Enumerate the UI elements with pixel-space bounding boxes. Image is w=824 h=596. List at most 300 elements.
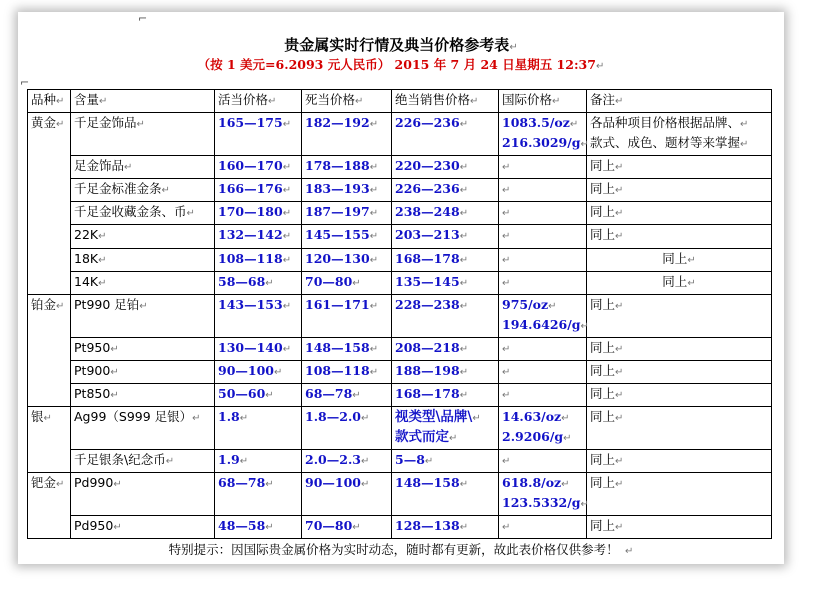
remark-cell [587,156,772,179]
cell-text: 187—197 [305,204,370,219]
paragraph-mark: ↵ [369,255,379,266]
paragraph-mark: ↵ [502,278,511,289]
dead-price-cell [302,249,392,272]
paragraph-mark: ↵ [139,301,148,312]
cell-text: Pd950 [74,518,114,533]
cell-text: 90—100 [218,363,274,378]
paragraph-mark: ↵ [282,162,292,173]
document-page [18,12,784,564]
paragraph-mark: ↵ [472,413,481,424]
dead-price-cell [302,225,392,249]
cell-text: 22K [74,227,99,242]
live-price-cell [215,225,302,249]
content-cell [71,249,215,272]
dead-price-cell [302,338,392,361]
table-header-row [28,90,772,113]
remark-cell [587,272,772,295]
remark-cell [587,338,772,361]
paragraph-mark: ↵ [502,522,511,533]
remark-cell [587,113,772,156]
cell-text: 135—145 [395,274,460,289]
paragraph-mark: ↵ [98,255,107,266]
cell-text: 128—138 [395,518,460,533]
paragraph-mark: ↵ [186,208,195,219]
cell-line: 1083.5/oz [502,115,570,130]
dead-price-cell [302,361,392,384]
price-table [27,89,772,539]
dead-price-cell [302,516,392,539]
live-price-cell [215,272,302,295]
paragraph-mark: ↵ [615,367,624,378]
cell-text: 绝当销售价格 [395,92,471,107]
remark-cell [587,384,772,407]
paragraph-mark: ↵ [352,390,361,401]
sale-price-cell [392,272,499,295]
remark-cell [587,516,772,539]
intl-price-cell [499,179,587,202]
intl-price-cell [499,473,587,516]
paragraph-mark: ↵ [56,301,65,312]
sale-price-cell [392,516,499,539]
live-price-cell [215,202,302,225]
remark-cell [587,202,772,225]
paragraph-mark: ↵ [470,96,479,107]
paragraph-mark: ↵ [502,390,511,401]
cell-line: 款式、成色、题材等来掌握 [590,135,741,150]
content-cell [71,516,215,539]
paragraph-mark: ↵ [136,119,145,130]
content-cell [71,225,215,249]
table-row [28,295,772,338]
cell-text: Pt990 足铂 [74,297,140,312]
cell-line: 各品种项目价格根据品牌、 [590,115,741,130]
cell-text: 226—236 [395,181,460,196]
paragraph-mark: ↵ [561,413,570,424]
cell-line: 同上 [590,409,616,424]
paragraph-mark: ↵ [110,367,119,378]
cell-text: 188—198 [395,363,460,378]
paragraph-mark: ↵ [239,413,249,424]
paragraph-mark: ↵ [459,185,469,196]
paragraph-mark: ↵ [282,185,292,196]
paragraph-mark: ↵ [561,479,570,490]
dead-price-cell [302,407,392,450]
cell-line: 同上 [662,251,688,266]
table-row [28,225,772,249]
cell-line: 216.3029/g [502,135,581,150]
cell-text: 70—80 [305,518,353,533]
intl-price-cell [499,156,587,179]
paragraph-mark: ↵ [161,185,170,196]
cell-text: 148—158 [395,475,460,490]
cell-line: 同上 [590,181,616,196]
cell-text: 161—171 [305,297,370,312]
intl-price-cell [499,338,587,361]
cell-text: 千足金标准金条 [74,181,162,196]
paragraph-mark: ↵ [355,96,364,107]
cell-text: 千足金饰品 [74,115,137,130]
paragraph-mark: ↵ [548,301,557,312]
cell-text: 5—8 [395,452,425,467]
cell-text: 2.0—2.3 [305,452,361,467]
content-cell [71,295,215,338]
cell-text: 1.8 [218,409,240,424]
cell-line: 同上 [590,452,616,467]
table-row [28,473,772,516]
cell-line: 同上 [590,158,616,173]
paragraph-mark: ↵ [615,522,624,533]
intl-price-cell [499,450,587,473]
paragraph-mark: ↵ [369,208,379,219]
paragraph-mark: ↵ [615,231,624,242]
remark-cell [587,450,772,473]
dead-price-cell [302,473,392,516]
intl-price-cell [499,361,587,384]
content-cell [71,179,215,202]
sale-price-cell [392,113,499,156]
sale-price-cell [392,407,499,450]
live-price-cell [215,156,302,179]
sale-price-cell [392,473,499,516]
paragraph-mark: ↵ [369,162,379,173]
paragraph-mark: ↵ [274,367,283,378]
cell-text: 130—140 [218,340,283,355]
cell-text: 226—236 [395,115,460,130]
cell-text: 18K [74,251,99,266]
cell-text: 58—68 [218,274,266,289]
paragraph-mark: ↵ [124,162,133,173]
content-cell [71,272,215,295]
paragraph-mark: ↵ [165,456,175,467]
cell-text: Pt900 [74,363,111,378]
cell-line: 194.6426/g [502,317,581,332]
table-row [28,179,772,202]
content-cell [71,407,215,450]
cell-text: 220—230 [395,158,460,173]
paragraph-mark: ↵ [687,278,696,289]
cell-text: 68—78 [305,386,353,401]
cell-line: 同上 [590,204,616,219]
cell-text: 166—176 [218,181,283,196]
header-cell [392,90,499,113]
paragraph-mark: ↵ [459,208,469,219]
cell-text: 108—118 [305,363,370,378]
paragraph-mark: ↵ [502,367,511,378]
sale-price-cell [392,156,499,179]
header-cell [587,90,772,113]
cell-text: 千足银条\纪念币 [74,452,166,467]
remark-cell [587,179,772,202]
cell-text: 足金饰品 [74,158,125,173]
cell-text: 银 [31,409,44,424]
paragraph-mark: ↵ [459,301,469,312]
paragraph-mark: ↵ [265,390,274,401]
footer-notice: 特别提示：因国际贵金属价格为实时动态，随时都有更新，故此表价格仅供参考！ ↵ [168,542,634,557]
remark-cell [587,361,772,384]
paragraph-mark: ↵ [615,390,624,401]
paragraph-mark: ↵ [369,119,379,130]
paragraph-mark: ↵ [615,96,624,107]
intl-price-cell [499,384,587,407]
intl-price-cell [499,113,587,156]
paragraph-mark: ↵ [361,456,370,467]
paragraph-mark: ↵ [580,499,589,510]
cell-text: Ag99（S999 足银） [74,409,193,424]
paragraph-mark: ↵ [615,344,624,355]
paragraph-mark: ↵ [459,119,469,130]
cell-text: 备注 [590,92,616,107]
cell-text: 165—175 [218,115,283,130]
cell-text: 90—100 [305,475,361,490]
corner-mark-left: ⌐ [20,76,30,89]
intl-price-cell [499,295,587,338]
paragraph-mark: ↵ [459,367,469,378]
cell-text: 228—238 [395,297,460,312]
paragraph-mark: ↵ [502,185,511,196]
sale-price-cell [392,338,499,361]
paragraph-mark: ↵ [268,96,277,107]
intl-price-cell [499,516,587,539]
content-cell [71,156,215,179]
corner-mark: ⌐ [138,12,148,25]
paragraph-mark: ↵ [459,162,469,173]
cell-text: 68—78 [218,475,266,490]
paragraph-mark: ↵ [282,119,292,130]
paragraph-mark: ↵ [459,344,469,355]
cell-text: 含量 [74,92,100,107]
paragraph-mark: ↵ [563,433,572,444]
remark-cell [587,473,772,516]
cell-text: 14K [74,274,99,289]
paragraph-mark: ↵ [615,185,624,196]
content-cell [71,473,215,516]
dead-price-cell [302,113,392,156]
content-cell [71,113,215,156]
cell-text: 143—153 [218,297,283,312]
cell-text: 50—60 [218,386,266,401]
cell-text: 120—130 [305,251,370,266]
content-cell [71,338,215,361]
dead-price-cell [302,202,392,225]
sale-price-cell [392,361,499,384]
cell-text: 108—118 [218,251,283,266]
cell-line: 同上 [662,274,688,289]
paragraph-mark: ↵ [615,479,624,490]
remark-cell [587,249,772,272]
paragraph-mark: ↵ [569,119,579,130]
table-row [28,516,772,539]
live-price-cell [215,338,302,361]
paragraph-mark: ↵ [449,433,458,444]
paragraph-mark: ↵ [459,278,469,289]
paragraph-mark: ↵ [282,301,292,312]
cell-text: Pt950 [74,340,111,355]
paragraph-mark: ↵ [282,231,292,242]
metal-cell [28,295,71,407]
cell-line: 视类型\品牌\ [395,409,473,425]
live-price-cell [215,179,302,202]
content-cell [71,202,215,225]
paragraph-mark: ↵ [502,255,511,266]
table-row [28,202,772,225]
cell-text: 170—180 [218,204,283,219]
cell-line: 2.9206/g [502,429,564,444]
cell-text: 148—158 [305,340,370,355]
dead-price-cell [302,156,392,179]
metal-cell [28,113,71,295]
cell-text: 208—218 [395,340,460,355]
paragraph-mark: ↵ [265,278,274,289]
cell-text: 钯金 [31,475,57,490]
cell-line: 同上 [590,386,616,401]
live-price-cell [215,384,302,407]
paragraph-mark: ↵ [369,185,379,196]
dead-price-cell [302,295,392,338]
live-price-cell [215,249,302,272]
document-subtitle: （按 1 美元=6.2093 元人民币） 2015 年 7 月 24 日星期五 12:37↵ [197,57,605,72]
paragraph-mark: ↵ [502,231,511,242]
paragraph-mark: ↵ [361,413,370,424]
content-cell [71,361,215,384]
intl-price-cell [499,225,587,249]
paragraph-mark: ↵ [580,139,589,150]
cell-text: 黄金 [31,115,57,130]
sale-price-cell [392,202,499,225]
content-cell [71,384,215,407]
cell-line: 14.63/oz [502,409,562,424]
paragraph-mark: ↵ [459,231,469,242]
paragraph-mark: ↵ [552,96,561,107]
header-cell [71,90,215,113]
paragraph-mark: ↵ [502,456,511,467]
paragraph-mark: ↵ [502,162,511,173]
dead-price-cell [302,384,392,407]
cell-text: 168—178 [395,386,460,401]
paragraph-mark: ↵ [98,278,107,289]
header-cell [302,90,392,113]
table-row [28,361,772,384]
paragraph-mark: ↵ [459,390,469,401]
paragraph-mark: ↵ [615,301,624,312]
cell-line: 618.8/oz [502,475,562,490]
cell-line: 同上 [590,518,616,533]
paragraph-mark: ↵ [352,278,361,289]
cell-text: 182—192 [305,115,370,130]
cell-text: 238—248 [395,204,460,219]
paragraph-mark: ↵ [265,479,274,490]
sale-price-cell [392,450,499,473]
cell-text: 铂金 [31,297,57,312]
paragraph-mark: ↵ [580,321,589,332]
paragraph-mark: ↵ [615,162,624,173]
table-row [28,338,772,361]
paragraph-mark: ↵ [459,522,469,533]
table-row [28,113,772,156]
paragraph-mark: ↵ [110,344,119,355]
paragraph-mark: ↵ [352,522,361,533]
cell-text: 168—178 [395,251,460,266]
paragraph-mark: ↵ [459,255,469,266]
cell-text: 活当价格 [218,92,269,107]
paragraph-mark: ↵ [113,479,122,490]
paragraph-mark: ↵ [369,301,379,312]
cell-text: Pd990 [74,475,114,490]
cell-text: 千足金收藏金条、币 [74,204,187,219]
dead-price-cell [302,450,392,473]
cell-line: 同上 [590,340,616,355]
paragraph-mark: ↵ [369,367,379,378]
table-row [28,384,772,407]
table-row [28,249,772,272]
live-price-cell [215,450,302,473]
paragraph-mark: ↵ [98,231,107,242]
cell-text: 1.9 [218,452,240,467]
paragraph-mark: ↵ [615,413,624,424]
intl-price-cell [499,202,587,225]
sale-price-cell [392,225,499,249]
paragraph-mark: ↵ [56,479,65,490]
paragraph-mark: ↵ [43,413,52,424]
paragraph-mark: ↵ [265,522,274,533]
cell-text: 160—170 [218,158,283,173]
content-cell [71,450,215,473]
cell-text: 国际价格 [502,92,553,107]
cell-line: 123.5332/g [502,495,581,510]
live-price-cell [215,516,302,539]
header-cell [28,90,71,113]
document-title: 贵金属实时行情及典当价格参考表↵ [284,36,518,54]
paragraph-mark: ↵ [56,96,65,107]
metal-cell [28,407,71,473]
cell-text: 183—193 [305,181,370,196]
sale-price-cell [392,295,499,338]
paragraph-mark: ↵ [239,456,249,467]
cell-text: 203—213 [395,227,460,242]
cell-text: Pt850 [74,386,111,401]
table-row [28,156,772,179]
cell-text: 48—58 [218,518,266,533]
live-price-cell [215,113,302,156]
cell-line: 款式而定 [395,429,449,445]
paragraph-mark: ↵ [369,231,379,242]
metal-cell [28,473,71,539]
paragraph-mark: ↵ [615,456,624,467]
cell-line: 同上 [590,363,616,378]
remark-cell [587,295,772,338]
live-price-cell [215,407,302,450]
table-row [28,272,772,295]
header-cell [215,90,302,113]
paragraph-mark: ↵ [282,255,292,266]
sale-price-cell [392,249,499,272]
paragraph-mark: ↵ [502,208,511,219]
dead-price-cell [302,179,392,202]
cell-line: 同上 [590,227,616,242]
cell-text: 70—80 [305,274,353,289]
cell-line: 同上 [590,297,616,312]
remark-cell [587,407,772,450]
paragraph-mark: ↵ [687,255,696,266]
sale-price-cell [392,384,499,407]
paragraph-mark: ↵ [99,96,108,107]
table-row [28,407,772,450]
remark-cell [587,225,772,249]
paragraph-mark: ↵ [424,456,434,467]
cell-line: 975/oz [502,297,549,312]
paragraph-mark: ↵ [740,119,749,130]
cell-text: 死当价格 [305,92,356,107]
paragraph-mark: ↵ [110,390,119,401]
